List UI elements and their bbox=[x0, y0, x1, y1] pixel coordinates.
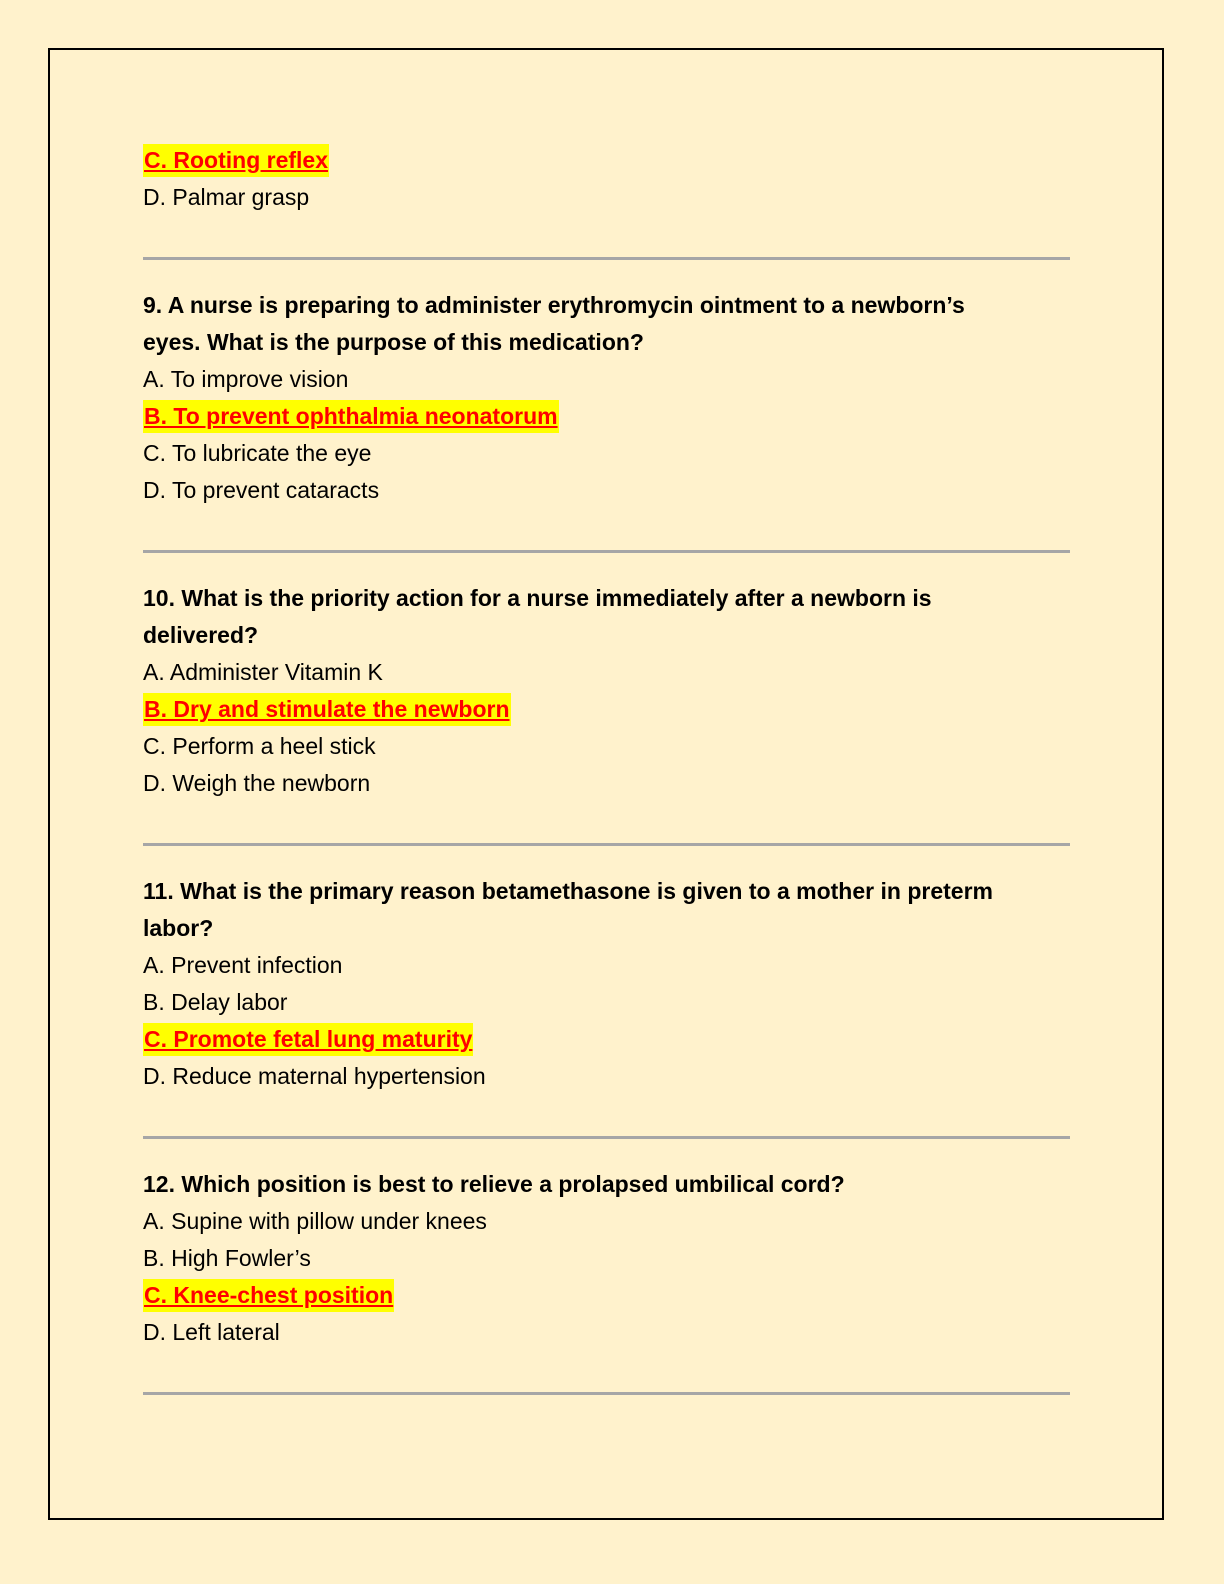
question-block-10 bbox=[143, 580, 1073, 802]
option-d: D. Reduce maternal hypertension bbox=[143, 1063, 486, 1089]
question-block-12 bbox=[143, 1166, 1073, 1351]
divider bbox=[143, 1392, 1070, 1395]
question-block-11 bbox=[143, 873, 1073, 1095]
option-b: B. High Fowler’s bbox=[143, 1245, 311, 1271]
divider bbox=[143, 257, 1070, 260]
correct-answer-highlight: C. Rooting reflex bbox=[143, 144, 329, 177]
correct-answer-highlight: C. Knee-chest position bbox=[143, 1279, 394, 1312]
carryover-block bbox=[143, 142, 1073, 216]
divider bbox=[143, 550, 1070, 553]
question-text-line: delivered? bbox=[143, 622, 259, 648]
option-c: C. Perform a heel stick bbox=[143, 733, 376, 759]
question-block-9 bbox=[143, 287, 1073, 509]
option-c: C. To lubricate the eye bbox=[143, 440, 372, 466]
option-a: A. Prevent infection bbox=[143, 952, 343, 978]
document-content bbox=[143, 142, 1073, 1422]
divider bbox=[143, 843, 1070, 846]
option-a: A. To improve vision bbox=[143, 366, 349, 392]
option-d: D. Palmar grasp bbox=[143, 184, 310, 210]
correct-answer-highlight: B. Dry and stimulate the newborn bbox=[143, 693, 511, 726]
question-text-line: 9. A nurse is preparing to administer erythromycin ointment to a newborn’s bbox=[143, 292, 965, 318]
question-text-line: 12. Which position is best to relieve a prolapsed umbilical cord? bbox=[143, 1171, 845, 1197]
correct-answer-highlight: C. Promote fetal lung maturity bbox=[143, 1023, 473, 1056]
option-c bbox=[143, 1277, 1073, 1314]
divider bbox=[143, 1136, 1070, 1139]
option-c bbox=[143, 1021, 1073, 1058]
question-text-line: labor? bbox=[143, 915, 214, 941]
correct-answer-highlight: B. To prevent ophthalmia neonatorum bbox=[143, 400, 559, 433]
option-d: D. Left lateral bbox=[143, 1319, 280, 1345]
option-c bbox=[143, 142, 1073, 179]
option-b bbox=[143, 691, 1073, 728]
question-text-line: eyes. What is the purpose of this medication? bbox=[143, 329, 644, 355]
question-text-line: 10. What is the priority action for a nurse immediately after a newborn is bbox=[143, 585, 932, 611]
option-a: A. Supine with pillow under knees bbox=[143, 1208, 487, 1234]
option-b: B. Delay labor bbox=[143, 989, 288, 1015]
question-text-line: 11. What is the primary reason betamethasone is given to a mother in preterm bbox=[143, 878, 993, 904]
option-d: D. Weigh the newborn bbox=[143, 770, 371, 796]
option-a: A. Administer Vitamin K bbox=[143, 659, 383, 685]
option-b bbox=[143, 398, 1073, 435]
option-d: D. To prevent cataracts bbox=[143, 477, 380, 503]
